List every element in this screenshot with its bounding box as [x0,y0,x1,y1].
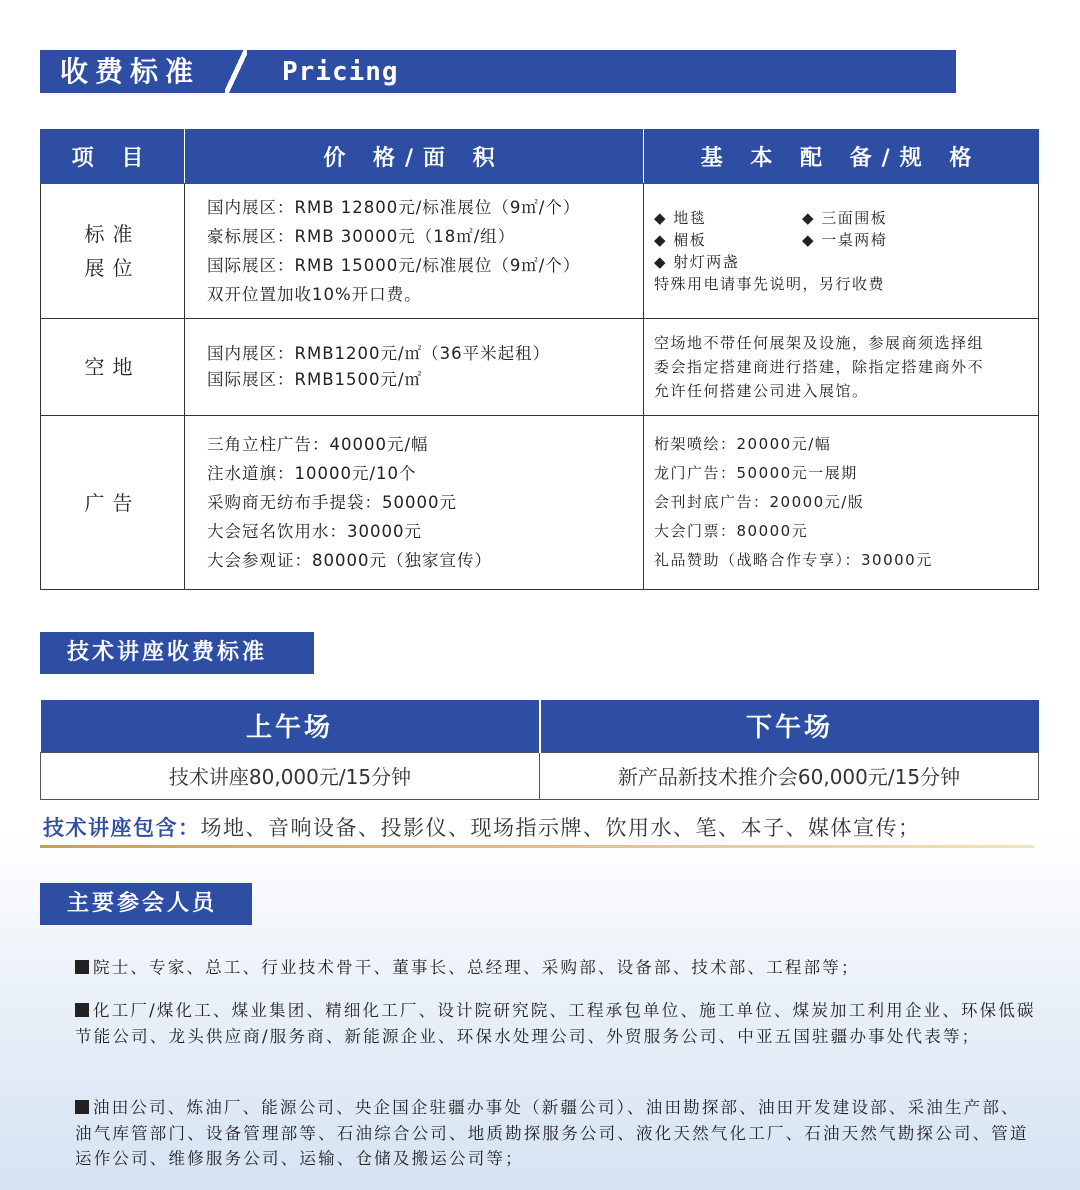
config-note: 特殊用电请事先说明，另行收费 [654,275,886,293]
afternoon-session-price: 新产品新技术推介会60,000元/15分钟 [540,752,1039,799]
square-bullet-icon [75,960,89,974]
config-spotlights: ◆ 射灯两盏 [654,253,740,271]
title-divider [225,46,247,98]
header-price: 价 格/面 积 [185,130,644,184]
category-space: 空地 [41,319,185,416]
square-bullet-icon [75,1003,89,1017]
morning-session-header: 上午场 [41,700,540,752]
afternoon-session-header: 下午场 [540,700,1039,752]
table-row-ads [41,416,1039,590]
table-row-space [41,319,1039,416]
attendees-section-tag: 主要参会人员 [40,883,252,925]
config-list [654,207,1028,273]
config-fascia: ◆ 楣板 [654,231,707,249]
lecture-includes-label: 技术讲座包含： [43,816,201,840]
page-title: 收费标准 [60,55,201,88]
lecture-includes [43,813,921,843]
ads-prices: 三角立柱广告：40000元/幅 注水道旗：10000元/10个 采购商无纺布手提袋：50000元 大会冠名饮用水：30000元 大会参观证：80000元（独家宣传） [185,416,644,590]
category-ads: 广告 [41,416,185,590]
table-row-booth [41,184,1039,319]
lecture-section-tag: 技术讲座收费标准 [40,632,314,674]
category-booth: 标准 展位 [41,184,185,319]
pricing-table-header [41,130,1039,184]
attendee-group: 油田公司、炼油厂、能源公司、央企国企驻疆办事处（新疆公司）、油田勘探部、油田开发建设部、采油生产部、油气库管部门、设备管理部等、石油综合公司、地质勘探服务公司、液化天然气化工厂、石油天然气勘探公司、管道运作公司、维修服务公司、运输、仓储及搬运公司等； [75,1098,1029,1168]
space-spec: 空场地不带任何展架及设施，参展商须选择组 委会指定搭建商进行搭建，除指定搭建商外不 允许任何搭建公司进入展馆。 [644,319,1039,416]
attendee-group: 化工厂/煤化工、煤业集团、精细化工厂、设计院研究院、工程承包单位、施工单位、煤炭加工利用企业、环保低碳节能公司、龙头供应商/服务商、新能源企业、环保水处理公司、外贸服务公司、中亚五国驻疆办事处代表等； [75,1001,1036,1046]
attendee-group: 院士、专家、总工、行业技术骨干、董事长、总经理、采购部、设备部、技术部、工程部等； [75,955,1037,981]
config-table-chairs: ◆ 一桌两椅 [802,231,888,249]
booth-config [644,184,1039,319]
lecture-includes-text: 场地、音响设备、投影仪、现场指示牌、饮用水、笔、本子、媒体宣传； [200,816,921,840]
booth-prices: 国内展区：RMB 12800元/标准展位（9㎡/个） 豪标展区：RMB 30000元（18㎡/组） 国际展区：RMB 15000元/标准展位（9㎡/个） 双开位置加收10%开口费。 [185,184,644,319]
config-carpet: ◆ 地毯 [654,209,707,227]
header-config: 基 本 配 备/规 格 [644,130,1039,184]
page-title-english: Pricing [282,57,399,87]
square-bullet-icon [75,1100,89,1114]
divider-line [40,845,1034,848]
morning-session-price: 技术讲座80,000元/15分钟 [41,752,540,799]
lecture-header [41,700,1039,752]
ads-spec: 桁架喷绘：20000元/幅 龙门广告：50000元一展期 会刊封底广告：20000元/版 大会门票：80000元 礼品赞助（战略合作专享）：30000元 [644,416,1039,590]
lecture-table [40,700,1039,800]
pricing-table [40,129,1039,590]
header-item: 项 目 [41,130,185,184]
space-prices: 国内展区：RMB1200元/㎡（36平米起租） 国际展区：RMB1500元/㎡ [185,319,644,416]
lecture-row [41,752,1039,799]
config-panels: ◆ 三面围板 [802,209,888,227]
